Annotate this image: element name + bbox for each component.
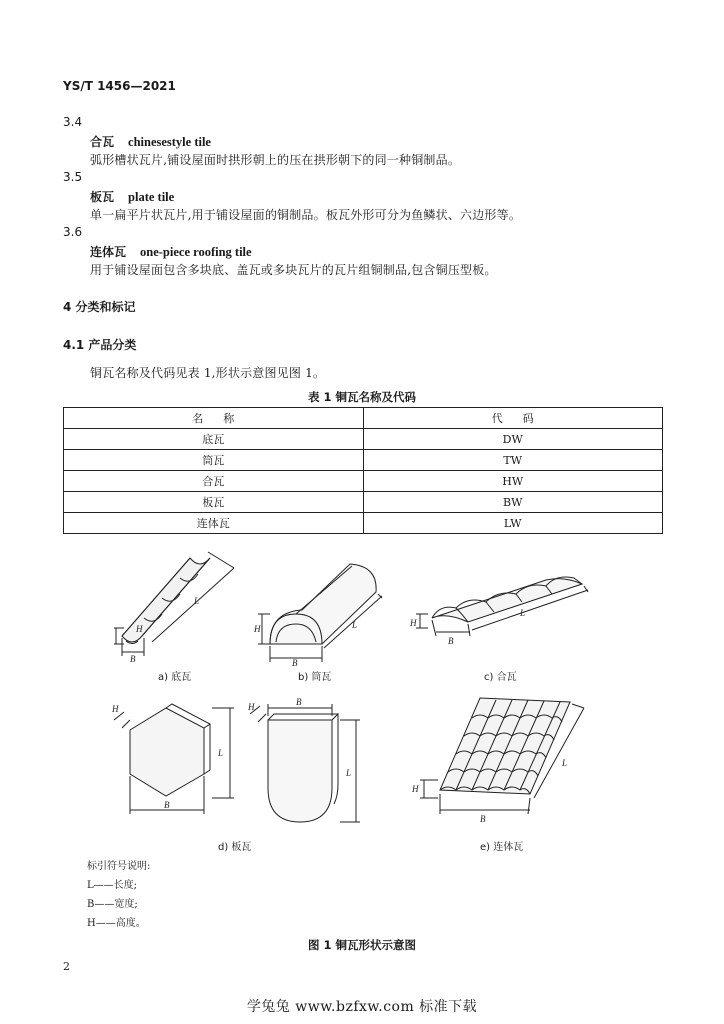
dimension-label-b: B: [480, 814, 486, 824]
table-row: [64, 513, 663, 534]
watermark-footer: 学兔兔 www.bzfxw.com 标准下载: [246, 999, 478, 1015]
page-number: 2: [63, 960, 70, 973]
dimension-label-h: H: [254, 624, 261, 634]
dimension-label-h: H: [112, 704, 119, 714]
clause-number: 3.5: [63, 170, 83, 184]
dimension-label-l: L: [218, 748, 224, 758]
dimension-label-h: H: [412, 784, 419, 794]
cell-code: DW: [363, 429, 663, 450]
legend-item: L——长度;: [87, 880, 138, 891]
table-tile-codes: [63, 407, 663, 534]
term-cn: 板瓦: [90, 190, 115, 204]
figure-title: 图 1 铜瓦形状示意图: [307, 938, 416, 952]
term-entry: [90, 188, 174, 205]
dimension-label-h: H: [410, 618, 417, 628]
term-en: one-piece roofing tile: [140, 245, 252, 259]
caption-b: b) 筒瓦: [298, 672, 332, 683]
dimension-label-l: L: [346, 768, 352, 778]
dimension-label-l: L: [562, 758, 568, 768]
cell-code: BW: [363, 492, 663, 513]
cell-name: 连体瓦: [64, 513, 364, 534]
caption-d: d) 板瓦: [218, 842, 252, 853]
clause-number: 3.4: [63, 115, 83, 129]
cell-name: 合瓦: [64, 471, 364, 492]
caption-c: c) 合瓦: [484, 672, 517, 683]
caption-a: a) 底瓦: [158, 672, 192, 683]
term-entry: [90, 243, 252, 260]
dimension-label-b: B: [164, 800, 170, 810]
figure-b-barrel-tile: [250, 552, 390, 667]
clause-number: 3.6: [63, 225, 83, 239]
dimension-label-b: B: [448, 636, 454, 646]
table-row: [64, 492, 663, 513]
cell-name: 板瓦: [64, 492, 364, 513]
dimension-label-l: L: [352, 620, 358, 630]
cell-code: HW: [363, 471, 663, 492]
cell-name: 底瓦: [64, 429, 364, 450]
header-name: 名称: [64, 408, 364, 429]
body-text: 铜瓦名称及代码见表 1,形状示意图见图 1。: [90, 366, 326, 380]
section-heading: 4 分类和标记: [63, 300, 136, 314]
term-definition: 单一扁平片状瓦片,用于铺设屋面的铜制品。板瓦外形可分为鱼鳞状、六边形等。: [90, 208, 522, 222]
term-definition: 弧形槽状瓦片,铺设屋面时拱形朝上的压在拱形朝下的同一种铜制品。: [90, 153, 461, 167]
table-caption: 表 1 铜瓦名称及代码: [307, 390, 416, 404]
legend-item: B——宽度;: [87, 899, 138, 910]
subsection-heading: 4.1 产品分类: [63, 338, 137, 352]
dimension-label-h: H: [248, 702, 255, 712]
cell-code: TW: [363, 450, 663, 471]
cell-code: LW: [363, 513, 663, 534]
table-row: [64, 471, 663, 492]
figure-a-bottom-tile: [110, 548, 250, 663]
dimension-label-h: H: [136, 624, 143, 634]
term-entry: [90, 133, 211, 150]
term-en: plate tile: [128, 190, 175, 204]
legend-title: 标引符号说明:: [87, 861, 151, 872]
dimension-label-l: L: [520, 608, 526, 618]
figure-e-one-piece-tile: [410, 690, 590, 830]
figure-c-chinese-tile: [410, 556, 590, 646]
caption-e: e) 连体瓦: [480, 842, 524, 853]
term-cn: 合瓦: [90, 135, 115, 149]
figure-legend: [87, 857, 150, 933]
table-row: [64, 429, 663, 450]
dimension-label-b: B: [296, 697, 302, 707]
figure-d-plate-tile: [108, 696, 368, 826]
table-row: [64, 450, 663, 471]
table-header-row: [64, 408, 663, 429]
legend-item: H——高度。: [87, 918, 146, 929]
term-en: chinesestyle tile: [128, 135, 211, 149]
dimension-label-b: B: [292, 658, 298, 667]
dimension-label-b: B: [130, 654, 136, 663]
cell-name: 筒瓦: [64, 450, 364, 471]
dimension-label-l: L: [194, 596, 200, 606]
term-cn: 连体瓦: [90, 245, 127, 259]
header-code: 代码: [363, 408, 663, 429]
term-definition: 用于铺设屋面包含多块底、盖瓦或多块瓦片的瓦片组铜制品,包含铜压型板。: [90, 263, 497, 277]
standard-number: YS/T 1456—2021: [63, 79, 176, 93]
